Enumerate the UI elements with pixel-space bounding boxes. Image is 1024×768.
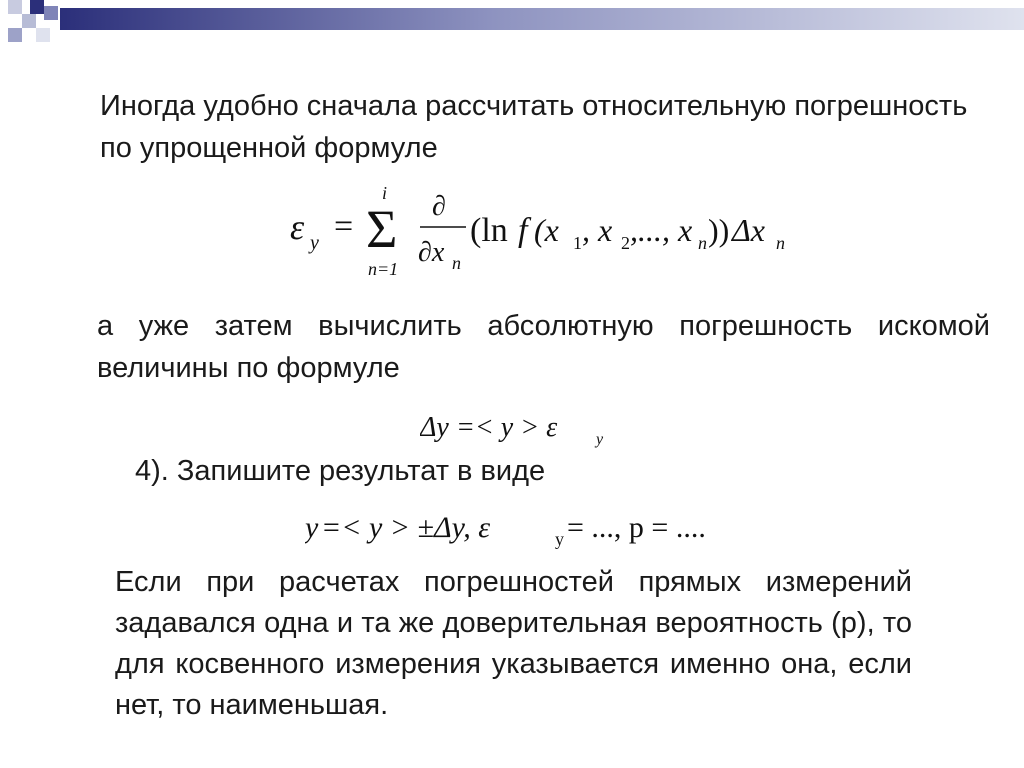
formula2-delta-y: Δy <box>420 412 449 443</box>
deco-square <box>8 0 22 14</box>
formula1-args2: , x <box>582 212 613 248</box>
formula1-partial-bottom: ∂x <box>418 237 445 268</box>
header-bar <box>60 8 1024 30</box>
formula2-rest: =< y > ε <box>456 412 558 443</box>
formula1-delta-x: Δx <box>732 212 765 248</box>
formula1-epsilon: ε <box>290 207 305 247</box>
formula3-rest: = ..., p = .... <box>567 511 706 544</box>
formula1-subn3: n <box>776 233 785 253</box>
step-4-heading: 4). Запишите результат в виде <box>135 455 546 487</box>
formula1-args: (x <box>534 212 559 248</box>
formula3-y: y <box>305 511 319 544</box>
formula1-close: )) <box>708 212 730 248</box>
formula-result <box>305 507 775 551</box>
formula-relative-error <box>290 185 810 285</box>
formula1-partial-sub: n <box>452 253 461 273</box>
formula1-sigma: Σ <box>366 199 398 259</box>
paragraph-absolute-error: а уже затем вычислить абсолютную погрешность искомой величины по формуле <box>97 310 990 384</box>
deco-square <box>8 28 22 42</box>
formula1-equals: = <box>334 208 354 245</box>
paragraph-confidence: Если при расчетах погрешностей прямых измерений задавался одна и та же доверительная вероятность (р), то для косвенного измерения указывается именно она, если нет, то наименьшая. <box>115 566 912 721</box>
deco-square <box>36 28 50 42</box>
deco-square <box>22 14 36 28</box>
deco-square <box>44 6 58 20</box>
formula1-ellipsis: ,..., x <box>630 212 693 248</box>
formula2-sub-y: y <box>596 431 604 448</box>
formula1-sub-y: y <box>310 232 319 254</box>
formula1-partial-top: ∂ <box>432 191 446 222</box>
formula3-sub-y: y <box>555 529 564 549</box>
formula3-mean: =< y > ±Δy, ε <box>321 511 491 544</box>
paragraph-intro: Иногда удобно сначала рассчитать относительную погрешность по упрощенной формуле <box>100 90 968 164</box>
formula1-sub2: 2 <box>621 233 630 253</box>
formula-absolute-error <box>420 408 620 448</box>
formula1-sub1: 1 <box>573 233 582 253</box>
deco-square <box>30 0 44 14</box>
formula1-lower-limit: n=1 <box>368 259 399 279</box>
formula1-subn2: n <box>698 233 707 253</box>
formula1-f: f <box>518 212 528 249</box>
formula1-ln: (ln <box>470 212 508 249</box>
header-decoration <box>0 0 1024 48</box>
formula1-upper-limit: i <box>382 185 388 203</box>
